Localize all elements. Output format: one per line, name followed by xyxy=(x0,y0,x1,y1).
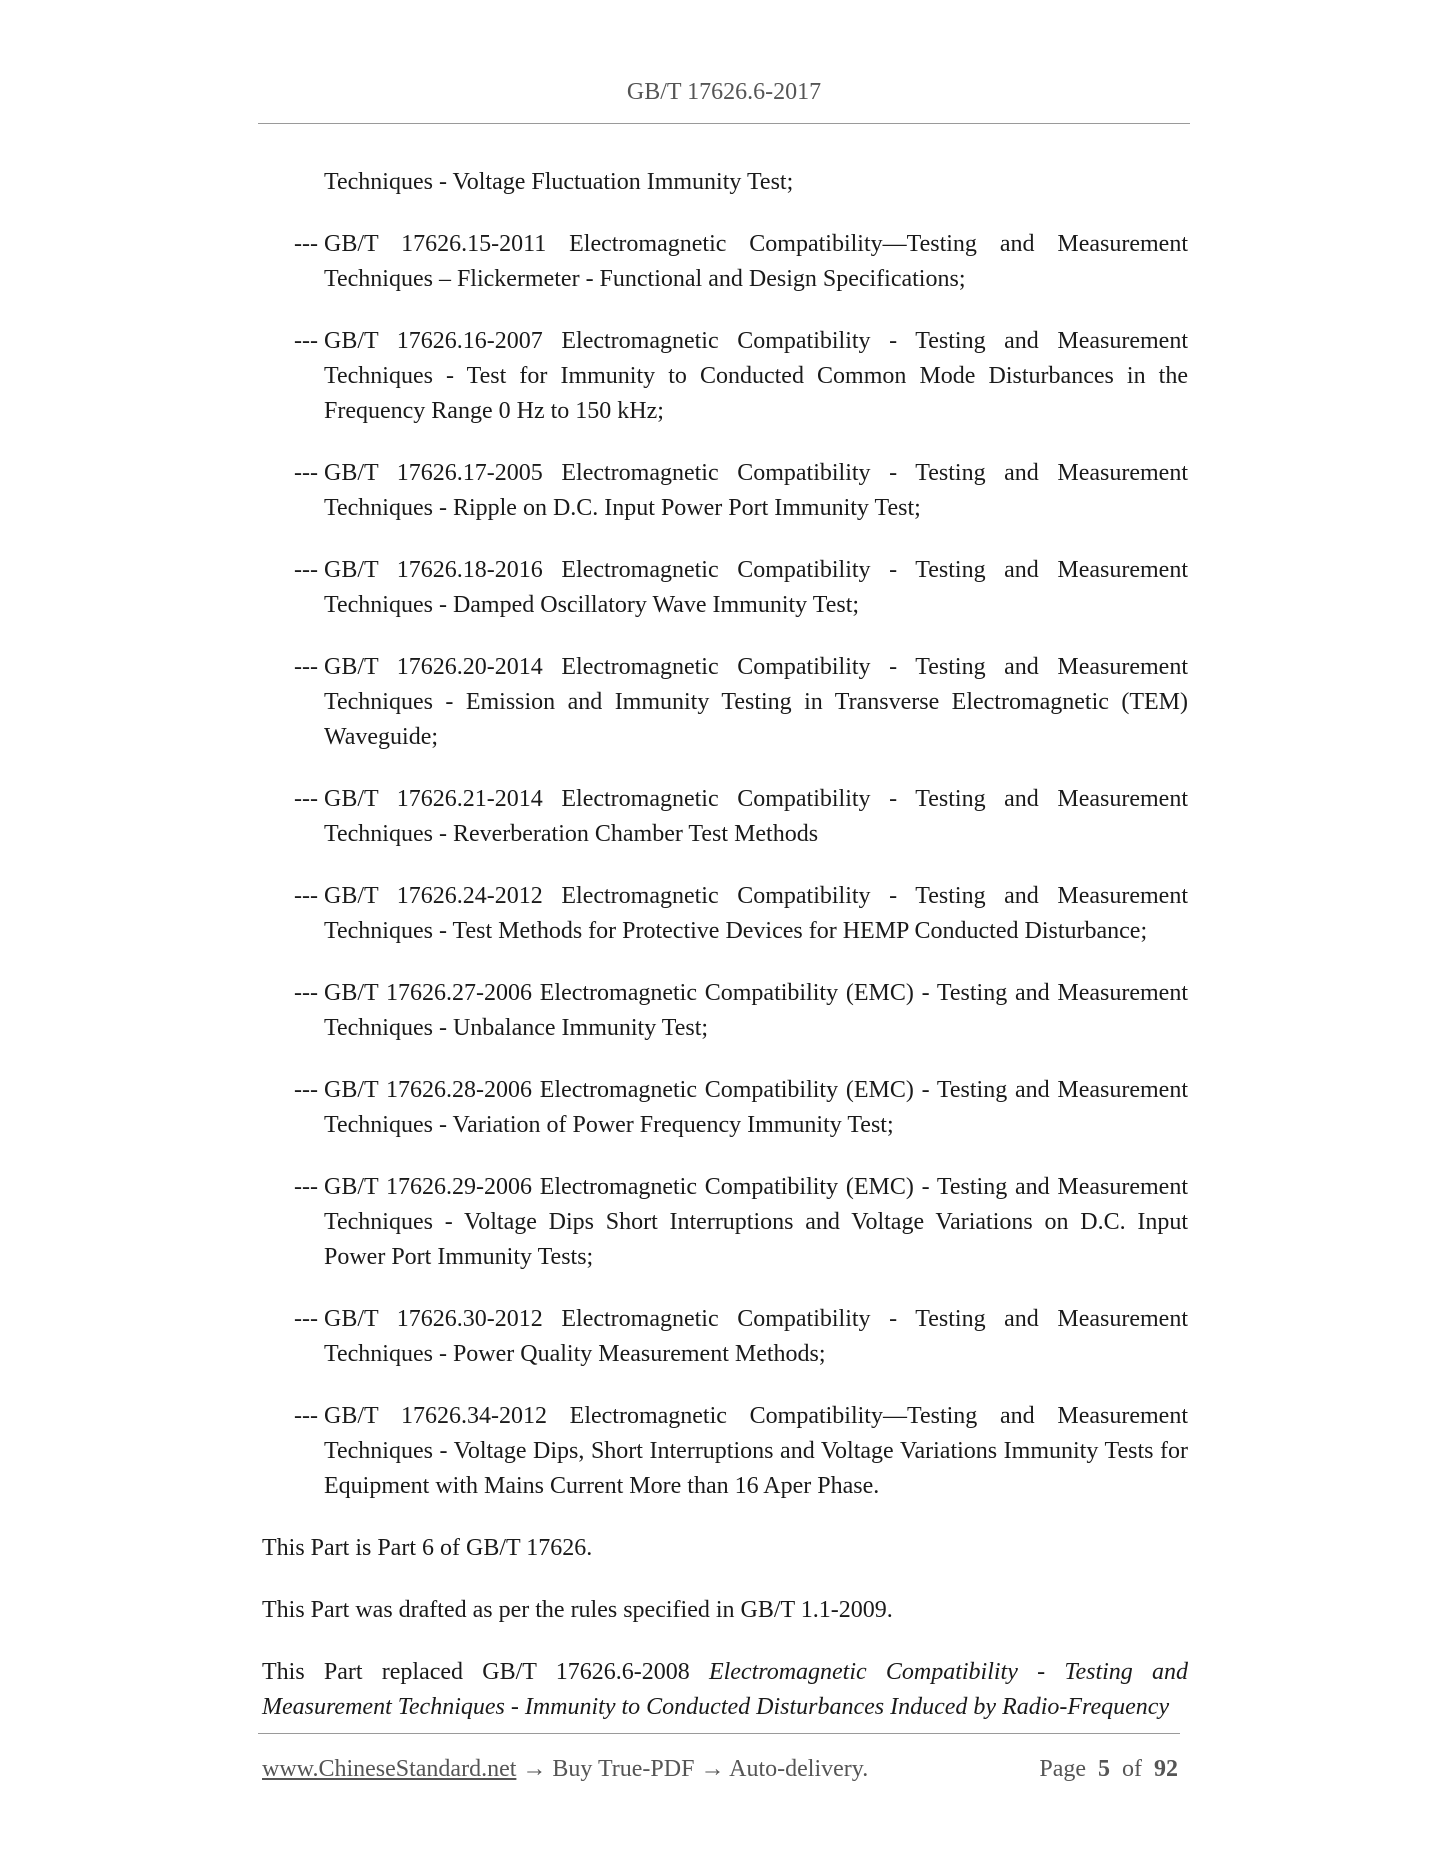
list-item xyxy=(262,1170,1188,1275)
list-item-text: GB/T 17626.24-2012 Electromagnetic Compatibility - Testing and Measurement Techniques - Test Methods for Protective Devices for HEMP Conducted Disturbance; xyxy=(324,883,1188,944)
buy-pdf-text: Buy True-PDF xyxy=(546,1756,701,1782)
standards-list xyxy=(262,227,1188,1504)
list-dash: --- xyxy=(294,1077,318,1103)
list-item-text: GB/T 17626.16-2007 Electromagnetic Compatibility - Testing and Measurement Techniques - Test for Immunity to Conducted Common Mode Disturbances in the Frequency Range 0 Hz to 150 kHz; xyxy=(324,328,1188,424)
drafting-statement: This Part was drafted as per the rules specified in GB/T 1.1-2009. xyxy=(262,1597,893,1623)
list-item-text: GB/T 17626.34-2012 Electromagnetic Compatibility—Testing and Measurement Techniques - Voltage Dips, Short Interruptions and Voltage Variations Immunity Tests for Equipment with Mains Current More than 16 Aper Phase. xyxy=(324,1403,1188,1499)
auto-delivery-text: Auto-delivery. xyxy=(724,1756,869,1782)
arrow-right-icon: → xyxy=(522,1756,547,1782)
list-item xyxy=(262,1302,1188,1372)
list-item xyxy=(262,456,1188,526)
list-item xyxy=(262,227,1188,297)
list-dash: --- xyxy=(294,231,318,257)
list-dash: --- xyxy=(294,980,318,1006)
page-label: Page xyxy=(1039,1756,1086,1782)
replacement-prefix: This Part replaced GB/T 17626.6-2008 xyxy=(262,1659,709,1685)
list-item-text: GB/T 17626.30-2012 Electromagnetic Compatibility - Testing and Measurement Techniques - Power Quality Measurement Methods; xyxy=(324,1306,1188,1367)
list-dash: --- xyxy=(294,460,318,486)
list-dash: --- xyxy=(294,1403,318,1429)
arrow-right-icon: → xyxy=(700,1756,725,1782)
list-dash: --- xyxy=(294,328,318,354)
list-item xyxy=(262,879,1188,949)
total-pages: 92 xyxy=(1154,1756,1178,1782)
replacement-statement xyxy=(262,1655,1188,1725)
list-item xyxy=(262,553,1188,623)
list-item-text: GB/T 17626.21-2014 Electromagnetic Compatibility - Testing and Measurement Techniques - Reverberation Chamber Test Methods xyxy=(324,786,1188,847)
list-dash: --- xyxy=(294,786,318,812)
list-item xyxy=(262,976,1188,1046)
page-indicator xyxy=(1039,1752,1178,1786)
list-item xyxy=(262,650,1188,755)
list-item xyxy=(262,782,1188,852)
list-item-text: GB/T 17626.15-2011 Electromagnetic Compatibility—Testing and Measurement Techniques – Flickermeter - Functional and Design Specifications; xyxy=(324,231,1188,292)
list-dash: --- xyxy=(294,1306,318,1332)
list-item-text: GB/T 17626.18-2016 Electromagnetic Compatibility - Testing and Measurement Techniques - Damped Oscillatory Wave Immunity Test; xyxy=(324,557,1188,618)
list-item-text: GB/T 17626.20-2014 Electromagnetic Compatibility - Testing and Measurement Techniques - Emission and Immunity Testing in Transverse Electromagnetic (TEM) Waveguide; xyxy=(324,654,1188,750)
list-dash: --- xyxy=(294,654,318,680)
list-item-text: GB/T 17626.29-2006 Electromagnetic Compatibility (EMC) - Testing and Measurement Techniques - Voltage Dips Short Interruptions and Voltage Variations on D.C. Input Power Port Immunity Tests; xyxy=(324,1174,1188,1270)
list-item-text: GB/T 17626.17-2005 Electromagnetic Compatibility - Testing and Measurement Techniques - Ripple on D.C. Input Power Port Immunity Test; xyxy=(324,460,1188,521)
header-divider xyxy=(258,123,1190,124)
document-code: GB/T 17626.6-2017 xyxy=(626,79,822,105)
list-item xyxy=(262,324,1188,429)
list-item xyxy=(262,1399,1188,1504)
list-item xyxy=(262,1073,1188,1143)
footer-divider xyxy=(258,1733,1180,1734)
page-footer xyxy=(262,1752,1178,1786)
list-item-text: GB/T 17626.28-2006 Electromagnetic Compatibility (EMC) - Testing and Measurement Techniques - Variation of Power Frequency Immunity Test; xyxy=(324,1077,1188,1138)
list-dash: --- xyxy=(294,1174,318,1200)
part-statement: This Part is Part 6 of GB/T 17626. xyxy=(262,1535,593,1561)
website-link[interactable]: www.ChineseStandard.net xyxy=(262,1756,517,1782)
list-item-text: GB/T 17626.27-2006 Electromagnetic Compatibility (EMC) - Testing and Measurement Techniques - Unbalance Immunity Test; xyxy=(324,980,1188,1041)
of-label: of xyxy=(1122,1756,1142,1782)
list-dash: --- xyxy=(294,883,318,909)
list-dash: --- xyxy=(294,557,318,583)
page-number: 5 xyxy=(1098,1756,1110,1782)
page-header xyxy=(258,72,1190,112)
replaced-standard-title: Electromagnetic Compatibility - Testing and Measurement Techniques - Immunity to Conducted Disturbances Induced by Radio-Frequency xyxy=(262,1659,1189,1720)
continued-item-text: Techniques - Voltage Fluctuation Immunity Test; xyxy=(324,169,794,195)
document-body xyxy=(262,165,1188,1725)
